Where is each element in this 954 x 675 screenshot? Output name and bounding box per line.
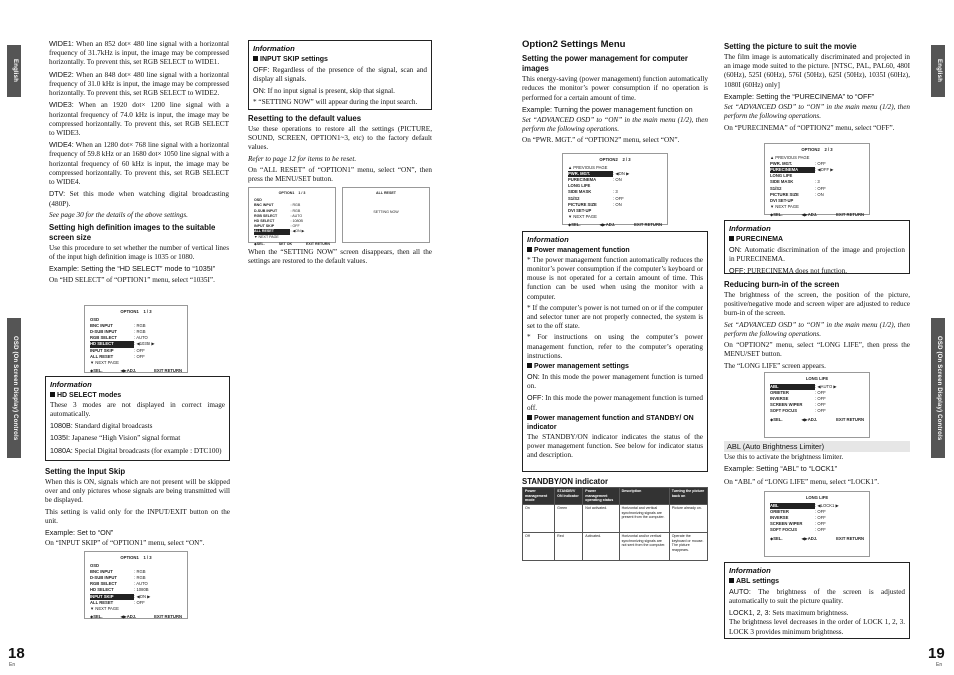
burn-heading: Reducing burn-in of the screen bbox=[724, 280, 840, 289]
square-bullet-icon bbox=[527, 415, 532, 420]
osd-row: ORBITER : OFF bbox=[770, 390, 826, 396]
osd-long-life-2 bbox=[764, 491, 870, 557]
osd-row: SIDE MASK : 3 bbox=[770, 179, 820, 185]
page-number-right: 19 bbox=[928, 645, 945, 662]
osd-row: OSD bbox=[90, 563, 100, 569]
osd-row: ALL RESET : OFF bbox=[90, 353, 145, 359]
table-cell: Horizontal and vertical synchronizing signals are present from the computer. bbox=[619, 505, 669, 533]
osd-row: INPUT SKIP : OFF bbox=[90, 347, 145, 353]
osd-next-page: ▼ NEXT PAGE bbox=[90, 359, 119, 365]
osd-next-page: ▼ NEXT PAGE bbox=[254, 234, 279, 239]
reset-section bbox=[248, 111, 432, 186]
wide-item: WIDE2: When an 848 dot× 480 line signal with a horizontal frequency of 31.0 kHz is input, the image may be compressed horizontally. To prevent this, set RGB SELECT to WIDE2. bbox=[49, 69, 229, 98]
info-purecinema bbox=[724, 220, 910, 274]
section-tab bbox=[931, 318, 945, 458]
info-subtitle: INPUT SKIP settings bbox=[253, 56, 427, 65]
osd-title: LONG LIFE bbox=[805, 495, 829, 500]
info-note: * The power management function automatically reduces the monitor’s power consumption if the computer’s keyboard or mouse is not operated for a certain amount of time. This function can be used when using the monitor with a computer. bbox=[527, 255, 703, 301]
wide-item: WIDE3: When an 1920 dot× 1200 line signal with a horizontal frequency of 74.0 kHz is input, the image may be compressed horizontally. To prevent this, set RGB SELECT to WIDE3. bbox=[49, 100, 229, 137]
osd-title: OPTION1 1 / 3 bbox=[120, 555, 152, 560]
right-column-1 bbox=[522, 39, 708, 148]
info-title: Information bbox=[527, 235, 569, 244]
osd-next-page: ▼ NEXT PAGE bbox=[568, 213, 597, 219]
info-abl bbox=[724, 562, 910, 639]
info-auto: AUTO: The brightness of the screen is adjusted automatically to suit the picture quality. bbox=[729, 586, 906, 605]
table-header-row bbox=[523, 488, 708, 505]
hd-example: Example: Setting the “HD SELECT” mode to “1035I” bbox=[49, 264, 216, 274]
osd-message: SETTING NOW bbox=[373, 210, 399, 215]
table-cell: Operate the keyboard or mouse. The picture reappears. bbox=[669, 533, 707, 561]
info-on: ON: Automatic discrimination of the image and projection in PURECINEMA. bbox=[729, 244, 905, 263]
osd-row: HD SELECT : 1080B bbox=[254, 219, 303, 224]
pwr-body: This energy-saving (power management) function automatically reduces the monitor’s power consumption if no operation is performed for a certain amount of time. bbox=[522, 75, 708, 102]
osd-footer: ◆SEL. SET OK EXIT RETURN bbox=[254, 241, 330, 246]
language-tab bbox=[931, 45, 945, 97]
osd-row: ORBITER : OFF bbox=[770, 509, 826, 515]
osd-all-reset bbox=[248, 187, 336, 246]
osd-row: PURECINEMA : ON bbox=[568, 177, 622, 183]
osd-row: ALL RESET : ◀ON ▶ bbox=[254, 229, 305, 234]
info-subtitle-3: Power management function and STANDBY/ ON indicator bbox=[527, 414, 694, 431]
info-item: 1080A: Special Digital broadcasts (for example : DTC100) bbox=[50, 445, 222, 455]
table-cell: Not activated. bbox=[583, 505, 619, 533]
abl-example: Example: Setting “ABL” to “LOCK1” bbox=[724, 464, 838, 474]
section-tab-label: OSD (On Screen Display) Controls bbox=[935, 335, 942, 441]
osd-input-skip bbox=[84, 551, 188, 619]
info-subtitle: ABL settings bbox=[729, 578, 905, 587]
table-header-cell: Power management mode bbox=[523, 488, 555, 505]
section-tab bbox=[7, 318, 21, 458]
table-cell: On bbox=[523, 505, 555, 533]
skip-instruction: On “INPUT SKIP” of “OPTION1” menu, select “ON”. bbox=[45, 539, 205, 548]
info-off: OFF: Regardless of the presence of the signal, scan and display all signals. bbox=[253, 64, 428, 83]
osd-row: LONG LIFE bbox=[770, 173, 793, 179]
movie-instruction: On “PURECINEMA” of “OPTION2” menu, select “OFF”. bbox=[724, 123, 895, 132]
info-on: ON: If no input signal is present, skip that signal. bbox=[253, 86, 395, 96]
movie-heading: Setting the picture to suit the movie bbox=[724, 42, 857, 51]
burn-note: Set “ADVANCED OSD” to “ON” in the main menu (1/2), then perform the following operations. bbox=[724, 320, 910, 338]
osd-row: OSD bbox=[254, 198, 262, 203]
abl-instruction: On “ABL” of “LONG LIFE” menu, select “LOCK1”. bbox=[724, 478, 880, 487]
osd-footer: ◆SEL. ◀▶ADJ. EXIT RETURN bbox=[770, 416, 864, 422]
osd-row: PICTURE SIZE : ON bbox=[568, 201, 622, 207]
movie-example: Example: Setting the “PURECINEMA” to “OFF” bbox=[724, 91, 875, 101]
osd-title: ALL RESET bbox=[376, 191, 396, 195]
osd-next-page: ▼ NEXT PAGE bbox=[90, 605, 119, 611]
skip-body-2: This setting is valid only for the INPUT/EXIT button on the unit. bbox=[45, 507, 230, 525]
movie-body: The film image is automatically discriminated and projected in an image mode suited to the picture. [NTSC, PAL, PAL60, 480I (60Hz), 525I (60Hz), 576I (50Hz), 625I (50Hz), 1035I (60Hz), 1080I (60Hz) only] bbox=[724, 52, 910, 89]
osd-row: DVI SET-UP bbox=[568, 207, 592, 213]
osd-row: D-SUB INPUT : RGB bbox=[90, 575, 146, 581]
osd-row: OSD bbox=[90, 317, 100, 323]
movie-note: Set “ADVANCED OSD” to “ON” in the main menu (1/2), then perform the following operations. bbox=[724, 103, 910, 121]
osd-row: PICTURE SIZE : ON bbox=[770, 191, 824, 197]
osd-purecinema bbox=[764, 143, 870, 215]
osd-row: D-SUB INPUT : RGB bbox=[90, 329, 146, 335]
pwr-example: Example: Turning the power management function on bbox=[522, 104, 693, 114]
pwr-note: Set “ADVANCED OSD” to “ON” in the main menu (1/2), then perform the following operations. bbox=[522, 115, 708, 134]
wide-item: WIDE1: When an 852 dot× 480 line signal with a horizontal frequency of 31.7kHz is input, the image may be compressed horizontally. To prevent this, set RGB SELECT to WIDE1. bbox=[49, 39, 229, 67]
info-body: These 3 modes are not displayed in correct image automatically. bbox=[50, 400, 225, 418]
osd-row: S1/S2 : OFF bbox=[568, 195, 624, 201]
osd-row: SOFT FOCUS : OFF bbox=[770, 527, 826, 533]
skip-body-1: When this is ON, signals which are not present will be skipped over and only pictures whose signals are being transmitted will be displayed. bbox=[45, 477, 230, 505]
osd-row: RGB SELECT : AUTO bbox=[254, 213, 303, 218]
info-off: OFF: In this mode the power management function is turned off. bbox=[527, 393, 703, 412]
osd-footer: ◆SEL. ◀▶ADJ. EXIT RETURN bbox=[770, 535, 864, 541]
osd-row: PWR. MGT. : OFF bbox=[770, 161, 826, 167]
osd-row: D-SUB INPUT : RGB bbox=[254, 208, 301, 213]
info-on: ON: In this mode the power management function is turned on. bbox=[527, 372, 703, 391]
info-notes bbox=[527, 256, 703, 361]
info-lock: LOCK1, 2, 3: Sets maximum brightness. bbox=[729, 608, 849, 618]
osd-row: LONG LIFE bbox=[568, 183, 591, 189]
osd-row: S1/S2 : OFF bbox=[770, 185, 826, 191]
info-note: * “SETTING NOW” will appear during the input search. bbox=[253, 98, 418, 107]
osd-title: LONG LIFE bbox=[805, 376, 829, 381]
table-cell: Picture already on. bbox=[669, 505, 707, 533]
info-item: 1035I: Japanese “High Vision” signal format bbox=[50, 433, 181, 443]
standby-heading: STANDBY/ON indicator bbox=[522, 477, 609, 486]
info-hd-select bbox=[45, 376, 230, 461]
info-power-management bbox=[522, 231, 708, 472]
osd-row: SOFT FOCUS : OFF bbox=[770, 408, 826, 414]
square-bullet-icon bbox=[527, 363, 532, 368]
table-header-cell: STANDBY/ ON indicator bbox=[555, 488, 583, 505]
osd-row: ALL RESET : OFF bbox=[90, 599, 145, 605]
reset-after: When the “SETTING NOW” screen disappears, then all the settings are restored to the default values. bbox=[248, 248, 432, 266]
pwr-heading: Setting the power management for computer images bbox=[522, 54, 688, 74]
info-title: Information bbox=[50, 380, 92, 389]
abl-bar: ABL (Auto Brightness Limiter) bbox=[724, 441, 910, 452]
skip-example: Example: Set to “ON” bbox=[45, 528, 114, 538]
osd-row: RGB SELECT : AUTO bbox=[90, 581, 148, 587]
table-cell: Off bbox=[523, 533, 555, 561]
table-cell: Green bbox=[555, 505, 583, 533]
language-tab-label: English bbox=[935, 59, 942, 83]
osd-row: BNC INPUT : RGB bbox=[90, 323, 146, 329]
table-cell: Activated. bbox=[583, 533, 619, 561]
wide-item: DTV: Set this mode when watching digital broadcasting (480P). bbox=[49, 189, 230, 208]
info-subtitle: PURECINEMA bbox=[729, 236, 905, 245]
info-subtitle-1: Power management function bbox=[527, 247, 703, 256]
skip-heading: Setting the Input Skip bbox=[45, 467, 126, 476]
table-cell: Horizontal and/or vertical synchronizing signals are not sent from the computer. bbox=[619, 533, 669, 561]
table-header-cell: Power management operating status bbox=[583, 488, 619, 505]
osd-row: HD SELECT : 1080B bbox=[90, 587, 149, 593]
info-title: Information bbox=[729, 566, 771, 575]
osd-long-life-1 bbox=[764, 372, 870, 438]
osd-row: INVERSE : OFF bbox=[770, 515, 826, 521]
abl-section bbox=[724, 453, 910, 490]
osd-row: INPUT SKIP : OFF bbox=[254, 224, 300, 229]
standby-table bbox=[522, 487, 708, 561]
square-bullet-icon bbox=[253, 56, 258, 61]
wide-list bbox=[49, 39, 229, 209]
hd-heading: Setting high definition images to the suitable screen size bbox=[49, 222, 216, 242]
info-sub3-body: The STANDBY/ON indicator indicates the status of the power management function. See below for indicator status and description. bbox=[527, 432, 703, 460]
info-items bbox=[50, 421, 225, 456]
info-lock-extra: The brightness level decreases in the order of LOCK 1, 2, 3. LOCK 3 provides minimum brightness. bbox=[729, 618, 905, 636]
info-note: * For instructions on using the computer’s power management function, refer to the computer’s operating instructions. bbox=[527, 333, 703, 360]
osd-row: INVERSE : OFF bbox=[770, 396, 826, 402]
wide-item: WIDE4: When an 1280 dot× 768 line signal with a horizontal frequency of 59.8 kHz or an 1680 dot× 1050 line signal with a horizontal frequency of 60 kHz is input, the image may be compressed horizontally. To prevent this, set RGB SELECT to WIDE4. bbox=[49, 140, 229, 187]
square-bullet-icon bbox=[50, 392, 55, 397]
table-header-cell: Turning the picture back on bbox=[669, 488, 707, 505]
right-column-2 bbox=[724, 39, 910, 135]
section-tab-label: OSD (On Screen Display) Controls bbox=[11, 335, 18, 441]
info-subtitle: HD SELECT modes bbox=[50, 392, 225, 401]
reset-ref: Refer to page 12 for items to be reset. bbox=[248, 154, 357, 163]
osd-prev-page: ▲ PREVIOUS PAGE bbox=[770, 155, 810, 161]
table-header-cell: Description bbox=[619, 488, 669, 505]
square-bullet-icon bbox=[527, 247, 532, 252]
square-bullet-icon bbox=[729, 236, 734, 241]
language-tab-label: English bbox=[11, 59, 18, 83]
osd-prev-page: ▲ PREVIOUS PAGE bbox=[568, 165, 608, 171]
osd-hd-select bbox=[84, 305, 188, 373]
osd-footer: ◆SEL. ◀▶ADJ. EXIT RETURN bbox=[568, 221, 662, 227]
osd-title: OPTION1 1 / 3 bbox=[278, 191, 306, 195]
info-input-skip bbox=[248, 40, 432, 110]
pwr-instruction: On “PWR. MGT.” of “OPTION2” menu, select “ON”. bbox=[522, 136, 680, 145]
input-skip-section bbox=[45, 464, 230, 551]
info-title: Information bbox=[253, 44, 295, 53]
osd-title: OPTION2 2 / 3 bbox=[801, 147, 833, 152]
osd-row: BNC INPUT : RGB bbox=[254, 203, 301, 208]
info-off: OFF: PURECINEMA does not function. bbox=[729, 266, 847, 276]
osd-row: SCREEN WIPER : OFF bbox=[770, 402, 826, 408]
hd-body: Use this procedure to set whether the number of vertical lines of the input high definition image is 1035 or 1080. bbox=[49, 243, 229, 262]
osd-footer: ◆SEL. ◀▶ADJ. EXIT RETURN bbox=[770, 211, 864, 217]
osd-row: ABL : ◀AUTO ▶ bbox=[770, 384, 837, 390]
reset-instruction: On “ALL RESET” of “OPTION1” menu, select “ON”, then press the MENU/SET button. bbox=[248, 165, 432, 184]
osd-title: OPTION2 2 / 3 bbox=[599, 157, 631, 162]
burn-body: The brightness of the screen, the position of the picture, positive/negative mode and screen wiper are adjusted to reduce burn-in of the screen. bbox=[724, 290, 910, 318]
osd-next-page: ▼ NEXT PAGE bbox=[770, 203, 799, 209]
osd-setting-now bbox=[342, 187, 430, 243]
osd-row: PWR. MGT. : ◀ON ▶ bbox=[568, 171, 630, 177]
osd-row: RGB SELECT : AUTO bbox=[90, 335, 148, 341]
info-title: Information bbox=[729, 224, 771, 233]
reset-heading: Resetting to the default values bbox=[248, 114, 362, 123]
info-subtitle-2: Power management settings bbox=[527, 363, 703, 372]
table-cell: Red bbox=[555, 533, 583, 561]
abl-body: Use this to activate the brightness limiter. bbox=[724, 453, 844, 461]
square-bullet-icon bbox=[729, 578, 734, 583]
burn-after: The “LONG LIFE” screen appears. bbox=[724, 361, 826, 370]
page-sub-left: En bbox=[9, 662, 16, 668]
page-sub-right: En bbox=[936, 662, 943, 668]
osd-row: DVI SET-UP bbox=[770, 197, 794, 203]
osd-footer: ◆SEL. ◀▶ADJ. EXIT RETURN bbox=[90, 613, 182, 619]
osd-row: HD SELECT : ◀1035I ▶ bbox=[90, 341, 155, 347]
osd-row: INPUT SKIP : ◀ON ▶ bbox=[90, 593, 151, 599]
osd-title: OPTION1 1 / 3 bbox=[120, 309, 152, 314]
menu-title: Option2 Settings Menu bbox=[522, 39, 626, 50]
osd-row: ABL : ◀LOCK1 ▶ bbox=[770, 503, 839, 509]
osd-row: PURECINEMA : ◀OFF ▶ bbox=[770, 167, 834, 173]
language-tab bbox=[7, 45, 21, 97]
hd-instruction: On “HD SELECT” of “OPTION1” menu, select “1035I”. bbox=[49, 275, 215, 284]
table-row bbox=[523, 533, 708, 561]
osd-row: SCREEN WIPER : OFF bbox=[770, 521, 826, 527]
info-item: 1080B: Standard digital broadcasts bbox=[50, 421, 153, 431]
wide-note: See page 30 for the details of the above settings. bbox=[49, 210, 188, 219]
burn-section bbox=[724, 277, 910, 373]
osd-row: BNC INPUT : RGB bbox=[90, 569, 146, 575]
left-column-1 bbox=[49, 39, 229, 287]
osd-footer: ◆SEL. ◀▶ADJ. EXIT RETURN bbox=[90, 367, 182, 373]
osd-pwr-mgt bbox=[562, 153, 668, 225]
osd-row: SIDE MASK : 3 bbox=[568, 189, 618, 195]
reset-body: Use these operations to restore all the settings (PICTURE, SOUND, SCREEN, OPTION1~3, etc) to the factory default values. bbox=[248, 124, 432, 152]
burn-instruction: On “OPTION2” menu, select “LONG LIFE”, then press the MENU/SET button. bbox=[724, 341, 910, 359]
page-number-left: 18 bbox=[8, 645, 25, 662]
info-note: * If the computer’s power is not turned on or if the computer and selector tuner are not properly connected, the system is set to the off state. bbox=[527, 303, 703, 331]
table-row bbox=[523, 505, 708, 533]
